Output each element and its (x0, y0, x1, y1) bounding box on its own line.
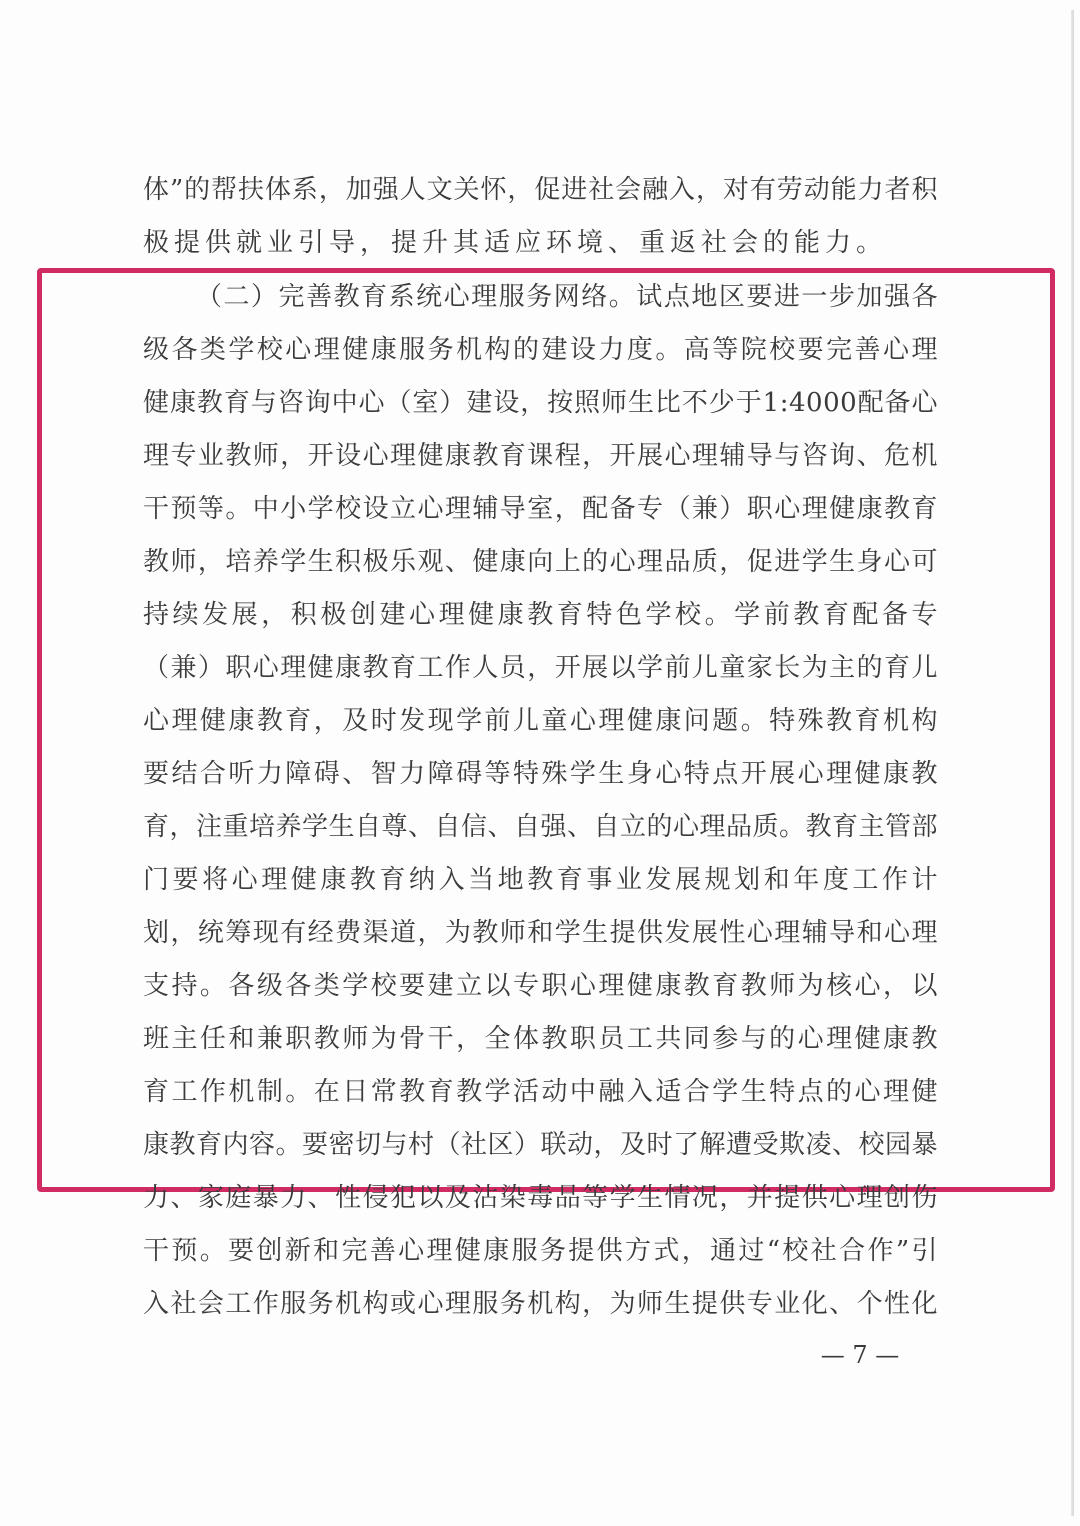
text-line: 划，统筹现有经费渠道，为教师和学生提供发展性心理辅导和心理 (143, 918, 938, 948)
text-line: 干预等。中小学校设立心理辅导室，配备专（兼）职心理健康教育 (143, 494, 938, 524)
text-line: 育，注重培养学生自尊、自信、自强、自立的心理品质。教育主管部 (143, 812, 939, 842)
text-line: 门要将心理健康教育纳入当地教育事业发展规划和年度工作计 (143, 865, 938, 895)
text-line: 级各类学校心理健康服务机构的建设力度。高等院校要完善心理 (143, 335, 938, 365)
text-line: 班主任和兼职教师为骨干，全体教职员工共同参与的心理健康教 (143, 1024, 938, 1054)
text-line: 体”的帮扶体系，加强人文关怀，促进社会融入，对有劳动能力者积 (143, 175, 938, 205)
text-line: 入社会工作服务机构或心理服务机构，为师生提供专业化、个性化 (143, 1289, 938, 1319)
text-line: 心理健康教育，及时发现学前儿童心理健康问题。特殊教育机构 (143, 706, 938, 736)
text-line: 健康教育与咨询中心（室）建设，按照师生比不少于1:4000配备心 (143, 388, 938, 418)
text-line: 支持。各级各类学校要建立以专职心理健康教育教师为核心，以 (143, 971, 938, 1001)
paragraph-heading-line: （二）完善教育系统心理服务网络。试点地区要进一步加强各 (196, 282, 938, 312)
text-line: 育工作机制。在日常教育教学活动中融入适合学生特点的心理健 (143, 1077, 938, 1107)
text-line: 极提供就业引导，提升其适应环境、重返社会的能力。 (143, 228, 888, 258)
scan-edge-shadow (1071, 10, 1074, 1516)
text-line: 要结合听力障碍、智力障碍等特殊学生身心特点开展心理健康教 (143, 759, 938, 789)
text-line: 持续发展，积极创建心理健康教育特色学校。学前教育配备专 (143, 600, 938, 630)
text-line: 教师，培养学生积极乐观、健康向上的心理品质，促进学生身心可 (143, 547, 938, 577)
text-line: 康教育内容。要密切与村（社区）联动，及时了解遭受欺凌、校园暴 (143, 1130, 939, 1160)
text-line: 力、家庭暴力、性侵犯以及沾染毒品等学生情况，并提供心理创伤 (143, 1183, 938, 1213)
text-line: （兼）职心理健康教育工作人员，开展以学前儿童家长为主的育儿 (143, 653, 938, 683)
text-line: 理专业教师，开设心理健康教育课程，开展心理辅导与咨询、危机 (143, 441, 938, 471)
text-line: 干预。要创新和完善心理健康服务提供方式，通过“校社合作”引 (143, 1236, 938, 1266)
page-number: — 7 — (820, 1341, 900, 1369)
